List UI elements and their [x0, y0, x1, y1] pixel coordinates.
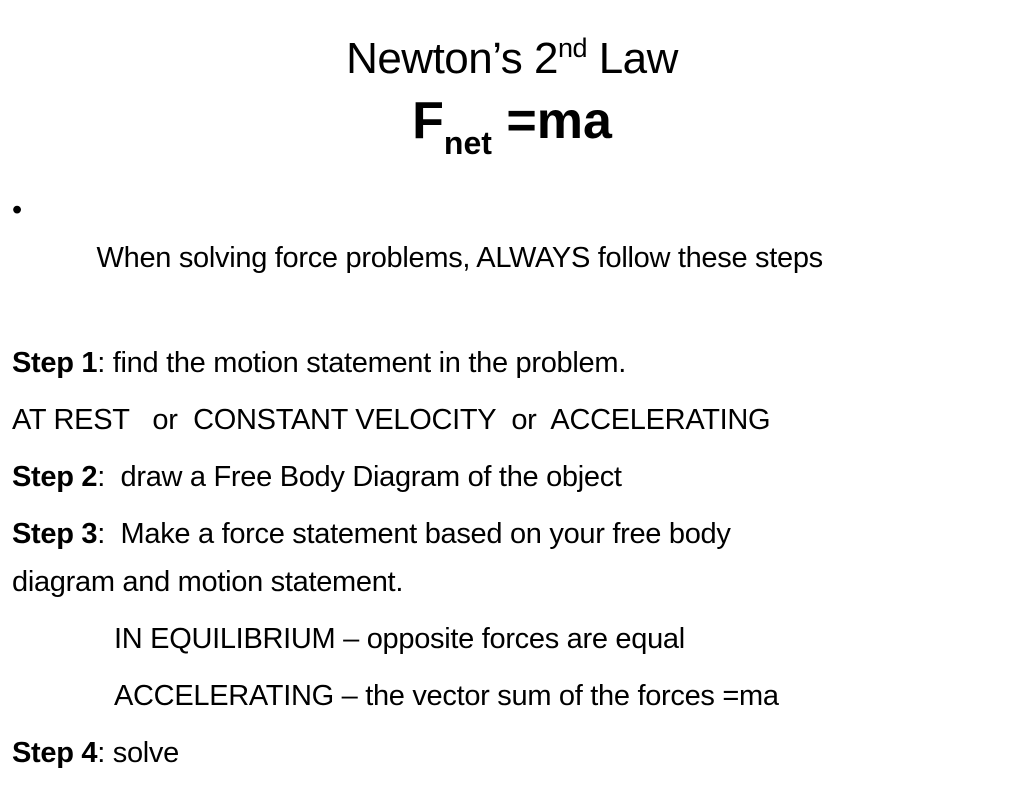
step-2-text: : draw a Free Body Diagram of the object: [97, 461, 622, 493]
formula-main: F: [412, 92, 444, 150]
step-4: [12, 729, 1012, 777]
step-3-text-2: diagram and motion statement.: [12, 566, 404, 598]
title-heading: [0, 28, 1024, 90]
equilibrium-statement: IN EQUILIBRIUM – opposite forces are equal: [114, 623, 685, 655]
slide-body: [12, 186, 1012, 786]
title-superscript: nd: [557, 33, 587, 63]
step-4-label: Step 4: [12, 737, 98, 769]
formula-heading: [0, 90, 1024, 161]
step-4-text: : solve: [97, 737, 179, 769]
title-tail-text: Law: [586, 34, 678, 83]
formula-tail: =ma: [491, 92, 612, 150]
step-2-label: Step 2: [12, 461, 98, 493]
accelerating-statement: ACCELERATING – the vector sum of the forces =ma: [114, 680, 779, 712]
bullet-text: When solving force problems, ALWAYS follow these steps: [96, 242, 823, 274]
motion-options: AT REST or CONSTANT VELOCITY or ACCELERATING: [12, 404, 771, 436]
step-1-label: Step 1: [12, 347, 98, 379]
step-1-text: : find the motion statement in the problem.: [97, 347, 626, 379]
step-1: [12, 339, 1012, 387]
step-3-text-1: : Make a force statement based on your free body: [97, 518, 731, 550]
formula-subscript: net: [443, 125, 492, 161]
slide-title: [0, 28, 1024, 161]
bullet-dot-icon: •: [12, 194, 22, 226]
title-main-text: Newton’s 2: [346, 34, 558, 83]
bullet-item: [12, 186, 1012, 330]
step-3: [12, 510, 1012, 606]
step-3-label: Step 3: [12, 518, 98, 550]
step-2: [12, 453, 1012, 501]
step-3-line-1: [12, 510, 1012, 558]
